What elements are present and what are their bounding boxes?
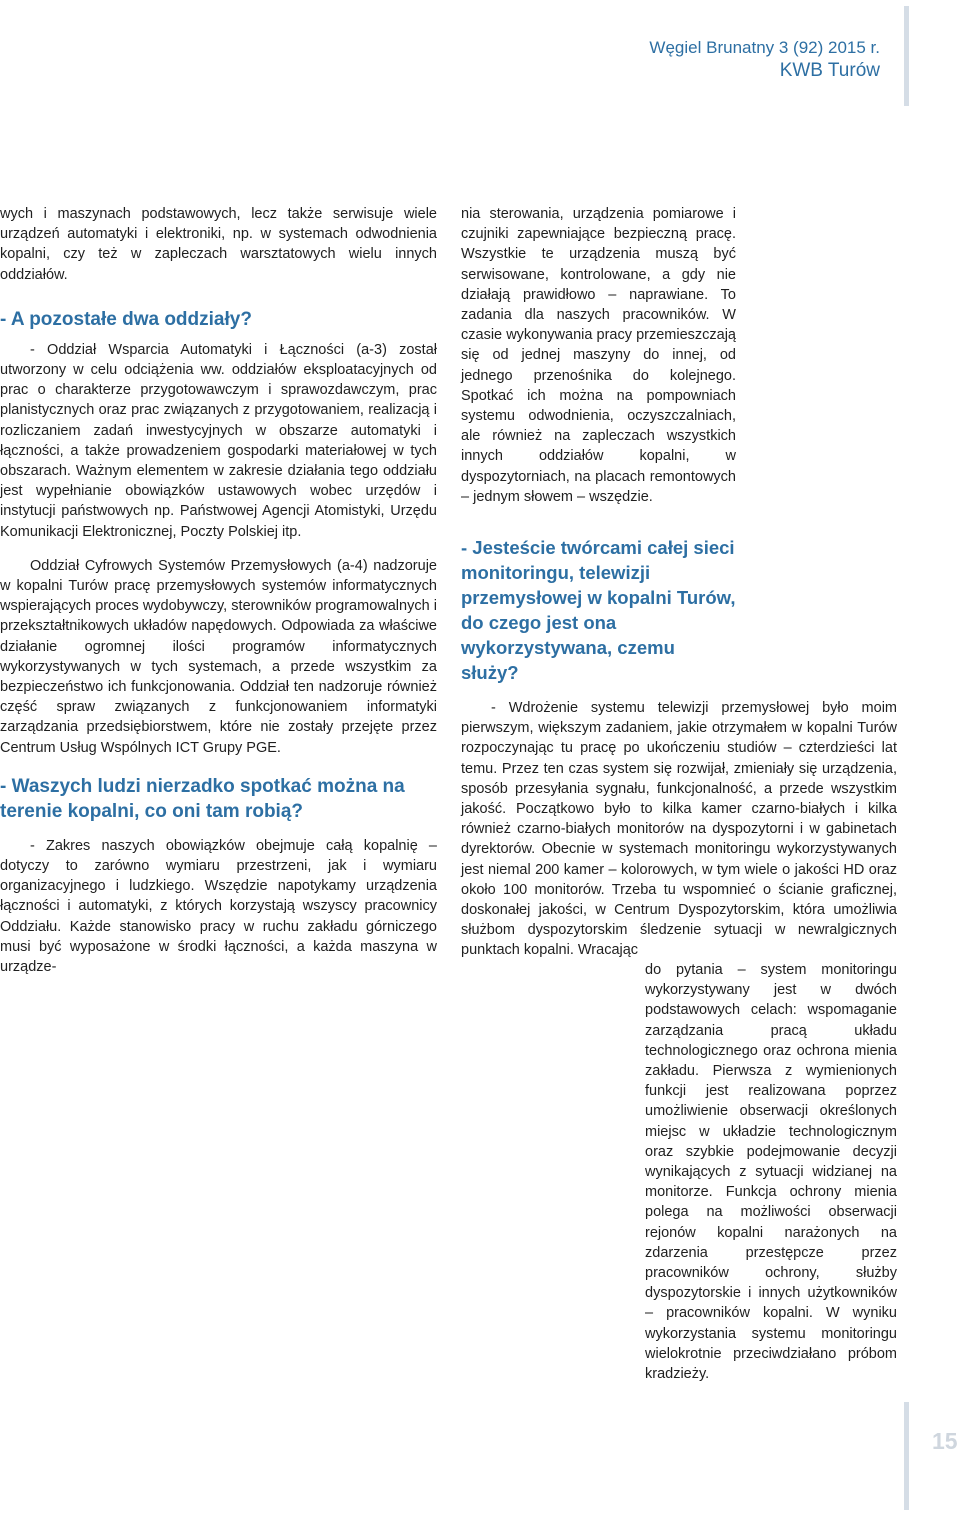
right-answer-wide — [461, 698, 897, 961]
paragraph: nia sterowania, urządzenia pomiarowe i czujniki zapewniające bezpieczną pracę. Wszystkie te urządzenia muszą być serwisowane, kontrolowane, a gdy nie działają prawidłowo – naprawiane. To zadania dla naszych pracowników. W czasie wykonywania pracy przemieszczają się od jednej maszyny do innej, od jednego przenośnika do kolejnego. Spotkać ich można na pompowniach systemu odwodnienia, oczyszczalniach, ale również na zapleczach wszystkich innych oddziałów kopalni, w dyspozytorniach, na placach remontowych – jednym słowem – wszędzie. — [461, 206, 736, 505]
right-column — [461, 204, 736, 699]
question-heading: - A pozostałe dwa oddziały? — [0, 308, 252, 330]
footer-accent-bar — [904, 1402, 909, 1510]
paragraph: - Zakres naszych obowiązków obejmuje całą kopalnię – dotyczy to zarówno wymiaru przestrzeni, jak i wymiaru organizacyjnego i ludzkiego. Wszędzie napotykamy urządzenia łączności i automatyki, z których korzystają wszyscy pracownicy Oddziału. Każde stanowisko pracy w ruchu zakładu górniczego musi być wyposażone w środki łączności, a każda maszyna w urządze- — [0, 837, 437, 976]
header-company: KWB Turów — [779, 60, 880, 81]
page-number: 15 — [932, 1428, 958, 1454]
paragraph: - Wdrożenie systemu telewizji przemysłowej było moim pierwszym, większym zadaniem, jakie otrzymałem w kopalni Turów rozpoczynając tu pracę po ukończeniu studiów – czterdzieści lat temu. Przez ten czas system się rozwijał, zmieniały się urządzenia, sposób przesyłania sygnału, funkcjonalność, a przede wszystkim jakość. Początkowo było to kilka kamer czarno-białych i kilka również czarno-białych monitorów na dyspozytorni i w gabinetach dyrektorów. Obecnie w systemach monitoringu wykorzystywanych jest niemal 200 kamer – kolorowych, w tym wiele o jakości HD oraz około 100 monitorów. Trzeba tu wspomnieć o ścianie graficznej, doskonałej jakości, w Centrum Dyspozytorskim, która umożliwia służbom dyspozytorskim śledzenie sytuacji w newralgicznych punktach kopalni. Wracając — [461, 700, 897, 959]
paragraph: Oddział Cyfrowych Systemów Przemysłowych (a-4) nadzoruje w kopalni Turów pracę przemysłowych systemów informatycznych wspierających proces wydobywczy, sterowników programowalnych i przekształtnikowych układów napędowych. Odpowiada za właściwe działanie ogromnej ilości programów informatycznych wykorzystywanych w tych systemach, a przede wszystkim za bezpieczeństwo ich funkcjonowania. Oddział ten nadzoruje również część spraw związanych z funkcjonowaniem informatyki zarządzania przedsiębiorstwem, które nie zostały przejęte przez Centrum Usług Wspólnych ICT Grupy PGE. — [0, 557, 437, 756]
page-header — [649, 36, 880, 82]
left-column — [0, 204, 437, 977]
header-accent-bar — [904, 6, 909, 106]
paragraph: wych i maszynach podstawowych, lecz także serwisuje wiele urządzeń automatyki i elektroniki, np. w systemach odwodnienia kopalni, czy też w zapleczach warsztatowych wielu innych oddziałów. — [0, 206, 437, 283]
paragraph: do pytania – system monitoringu wykorzystywany jest w dwóch podstawowych celach: wspomaganie zarządzania pracą układu technologicznego oraz ochrona mienia zakładu. Pierwsza z wymienionych funkcji jest realizowana poprzez umożliwienie obserwacji określonych miejsc w układzie technologicznym oraz szybkie podejmowanie decyzji wynikających z sytuacji widzianej na monitorze. Funkcja ochrony mienia polega na możliwości obserwacji rejonów kopalni narażonych na zdarzenia przestępcze przez pracowników ochrony, służby dyspozytorskie i innych użytkowników – pracowników kopalni. W wyniku wykorzystania systemu monitoringu wielokrotnie przeciwdziałano próbom kradzieży. — [645, 962, 897, 1383]
header-issue: Węgiel Brunatny 3 (92) 2015 r. — [649, 38, 880, 57]
question-heading: - Jesteście twórcami całej sieci monitoringu, telewizji przemysłowej w kopalni Turów, do czego jest ona wykorzystywana, czemu służy? — [461, 537, 736, 684]
paragraph: - Oddział Wsparcia Automatyki i Łączności (a-3) został utworzony w celu odciążenia ww. oddziałów eksploatacyjnych od prac o charakterze przygotowawczym i sprawozdawczym, prac planistycznych oraz prac związanych z przygotowaniem, realizacją i rozliczaniem zadań inwestycyjnych w obszarze automatyki i łączności, a także prowadzeniem gospodarki materiałowej w tych obszarach. Ważnym elementem w zakresie działania tego oddziału jest wypełnianie obowiązków ustawowych wobec urzędów i instytucji państwowych np. Państwowej Agencji Atomistyki, Urzędu Komunikacji Elektronicznej, Poczty Polskiej itp. — [0, 341, 437, 540]
question-heading: - Waszych ludzi nierzadko spotkać można na terenie kopalni, co oni tam robią? — [0, 775, 405, 822]
right-answer-narrow — [645, 960, 897, 1384]
